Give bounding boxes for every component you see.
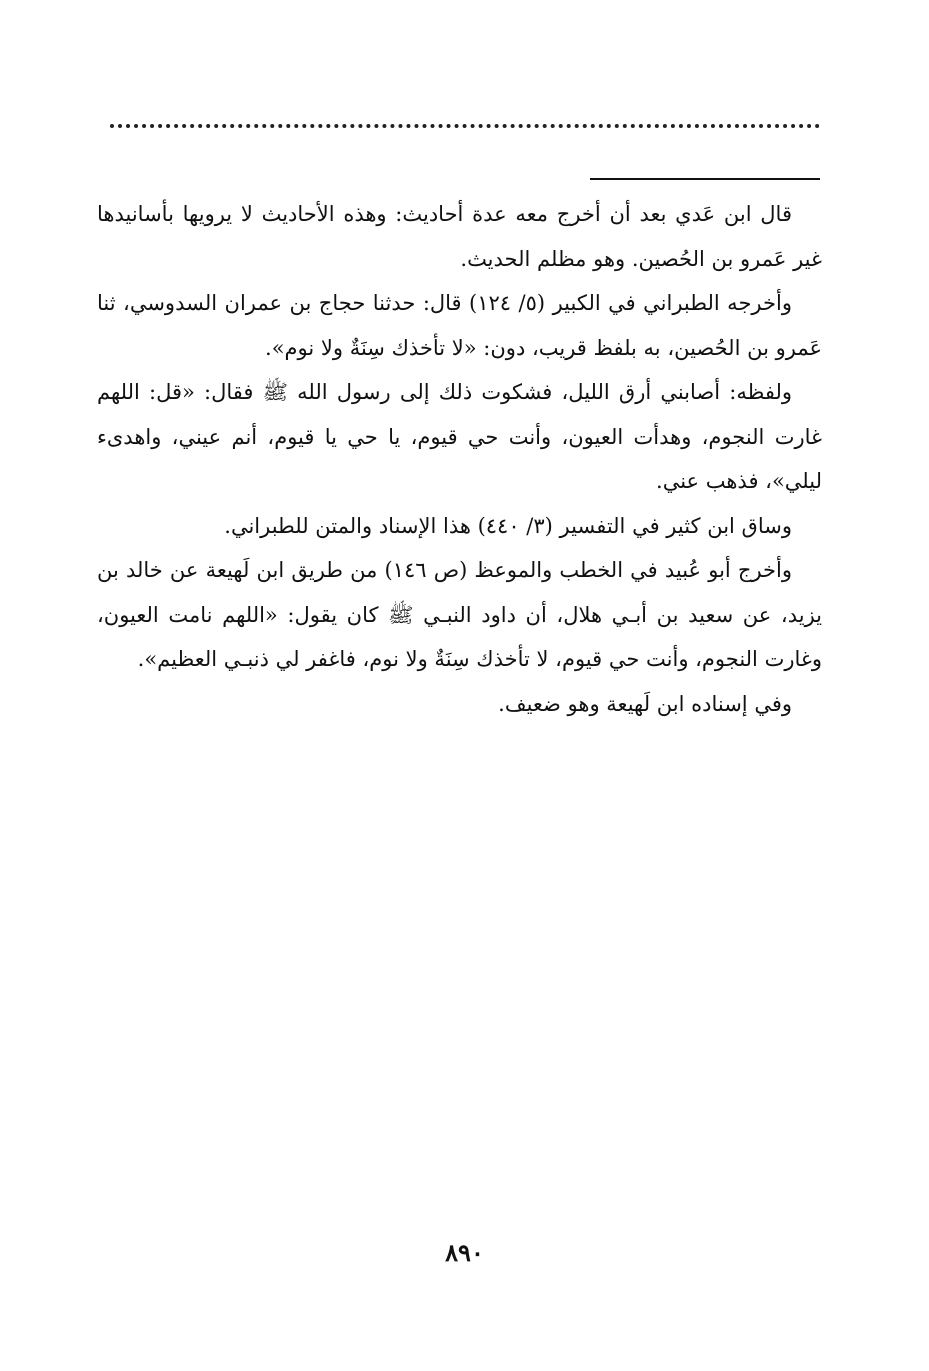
footnote-text-block — [97, 192, 822, 726]
dotted-separator — [110, 124, 820, 128]
footnote-paragraph: قال ابن عَدي بعد أن أخرج معه عدة أحاديث: وهذه الأحاديث لا يرويها بأسانيدها غير عَمرو بن الحُصين. وهو مظلم الحديث. — [97, 202, 822, 271]
page-number: ٨٩٠ — [445, 1238, 484, 1267]
footnote-paragraph: وأخرج أبو عُبيد في الخطب والموعظ (ص ١٤٦) من طريق ابن لَهيعة عن خالد بن يزيد، عن سعيد بن أبـي هلال، أن داود النبـي ﷺ كان يقول: «اللهم نامت العيون، وغارت النجوم، وأنت حي قيوم، لا تأخذك سِنَةٌ ولا نوم، فاغفر لي ذنبـي العظيم». — [97, 558, 822, 671]
footnote-paragraph: وأخرجه الطبراني في الكبير (٥/ ١٢٤) قال: حدثنا حجاج بن عمران السدوسي، ثنا عَمرو بن الحُصين، به بلفظ قريب، دون: «لا تأخذك سِنَةٌ ولا نوم». — [97, 291, 822, 360]
footnote-paragraph: وساق ابن كثير في التفسير (٣/ ٤٤٠) هذا الإسناد والمتن للطبراني. — [224, 513, 792, 538]
footnote-separator-line — [590, 178, 820, 180]
footnote-paragraph: ولفظه: أصابني أرق الليل، فشكوت ذلك إلى رسول الله ﷺ فقال: «قل: اللهم غارت النجوم، وهدأت العيون، وأنت حي قيوم، يا حي يا قيوم، أنم عيني، واهدىء ليلي»، فذهب عني. — [97, 380, 822, 493]
footnote-paragraph: وفي إسناده ابن لَهيعة وهو ضعيف. — [498, 691, 792, 716]
